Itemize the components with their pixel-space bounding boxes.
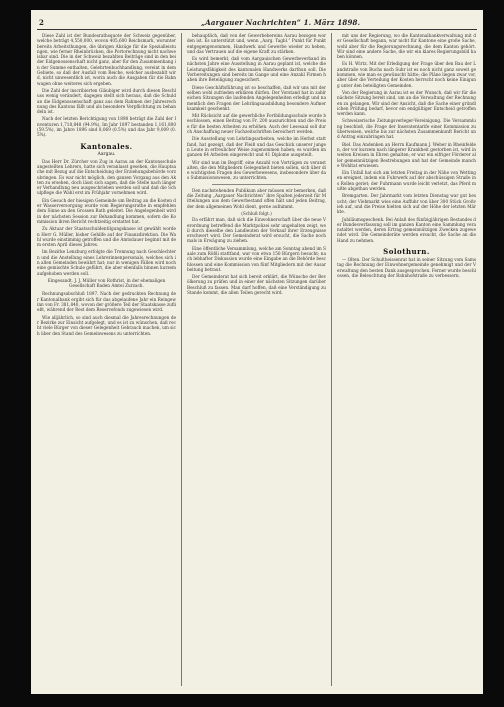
article-paragraph: — Olten. Der Schultheissenrat hat in seiner Sitzung vom Samstag die Rechnung der Einwohnergemeinde genehmigt und der Verwaltung den besten Dank ausgesprochen. Ferner wurde beschlossen, die Beleuchtung der Bahnhofstraße zu verbessern. [337, 256, 476, 278]
article-paragraph: Das Herr Dr. Zürcher von Zug in Aarau an der Kantonsschule angestellten Lehrers, hatte sich veranlasst gesehen, die Hauptsache mit Bezug auf die Entscheidung der Erziehungsbehörde vorzubringen. Es war nicht möglich, den ganzen Vorgang aus den Akten zu ersehen, doch lässt sich sagen, daß die Stelle nach längerer Verhandlung neu ausgeschrieben werden soll und daß die Schulpflege die Wahl erst im Frühjahr vornehmen wird. [37, 158, 176, 196]
article-paragraph: Da erfährt man, daß sich die Einwohnerschaft über die neue Verordnung betreffend die Marktpolizei sehr ungehalten zeigt, weil durch dieselbe den Landleuten der Verkauf ihrer Erzeugnisse erschwert wird. Der Gemeinderat wird ersucht, die Sache nochmals in Erwägung zu ziehen. [187, 217, 326, 244]
article-signature: Eingesandt. J. J. Müller von Rothrist, in der ehemaligen Gesellschaft Baden Amtei Zurzach. [47, 277, 166, 289]
article-paragraph: Wir sind nun im Begriff, eine Anzahl von Vorträgen zu veranstalten, die den Mitgliedern Gelegenheit bieten sollen, sich über die wichtigsten Fragen des Gewerbewesens, insbesondere über das Submissionswesen, zu unterrichten. [187, 159, 326, 181]
article-column-1 [37, 33, 176, 686]
article-paragraph: Von der Regierung in Aarau ist es der Wunsch, daß wir für die nächste Sitzung bereit sind, um an die Verwaltung der Rechnungen zu gelangen. Wir sind der Ansicht, daß die Sache einer gründlichen Prüfung bedarf, bevor ein endgültiger Entscheid getroffen werden kann. [337, 89, 476, 117]
page-header-title: „Aargauer Nachrichten“ 1. März 1898. [201, 18, 361, 27]
article-paragraph: Die Ausstellung von Lehrlingsarbeiten, welche im Herbst stattfand, hat gezeigt, daß der Fleiß und das Geschick unserer jungen Leute in erfreulicher Weise zugenommen haben; es wurden im ganzen 64 Arbeiten eingereicht und 41 Diplome ausgeteilt. [187, 136, 326, 158]
article-column-2 [187, 33, 326, 686]
article-paragraph: Die Zahl der inscribierten Gläubiger wird durch diesen Beschluss wenig verändert, dagegen stellt sich heraus, daß die Schuld an die Eidgenossenschaft ganz aus dem Rahmen der Jahresrechnung des Kantons fällt und als besondere Verpflichtung zu behandeln ist. [37, 87, 176, 115]
section-heading: Solothurn. [383, 246, 430, 256]
section-subheading: Aargau. [97, 151, 116, 157]
article-paragraph: Rechnungsabschluß 1897. Nach der gedruckten Rechnung der Kantonalbank ergibt sich für das abgelaufene Jahr ein Reingewinn von Fr. 381,840, wovon der größere Teil der Staatskasse zufließt, während der Rest dem Reservefonds zugewiesen wird. [37, 291, 176, 313]
article-note: (Schluß folgt.) [241, 210, 272, 216]
article-paragraph: mit uns der Regierung, wo die Kantonalbankverwaltung mit der Gesellschaft begann, war nicht für Kantone eine große Sache, wohl aber für die Regierungsrechnung, die dem Kanton gehört. Wir sind eine andere Sache, die wir ein klares Regierungsbild haben können. [337, 33, 476, 60]
column-divider [181, 33, 182, 686]
article-paragraph: Es H. Wirtz. Mit der Erledigung der Frage über den Bau der Landstraße von Buchs nach Suhr ist es noch nicht ganz soweit gekommen, wie man es gewünscht hätte; die Pläne liegen zwar vor, aber über die Verteilung der Kosten herrscht noch keine Einigung unter den beteiligten Gemeinden. [337, 61, 476, 88]
article-paragraph: Bremgarten. Der Jahrmarkt vom letzten Dienstag war gut besucht; der Viehmarkt wies eine Auffuhr von über 300 Stück Großvieh auf, und die Preise hielten sich auf der Höhe der letzten Märkte. [337, 193, 476, 215]
article-paragraph: Es wird bemerkt, daß vom Aargauischen Gewerbeverband im nächsten Jahre eine Ausstellung in Aarau geplant ist, welche die Leistungsfähigkeit des kantonalen Handwerks darthun soll. Die Vorbereitungen sind bereits im Gange und eine Anzahl Firmen haben ihre Beteiligung zugesichert. [187, 56, 326, 83]
article-paragraph: Schweizerische Zeitungsverleger-Vereinigung. Die Versammlung beschloß, die Frage der Inseratentarife einer Kommission zu überweisen, welche bis zur nächsten Zusammenkunft Bericht und Antrag einzubringen hat. [337, 118, 476, 140]
article-paragraph: Zu Aktuar der Staatsschuldentilgungskasse ist gewählt worden Herr G. Müller, bisher Gehilfe auf der Finanzdirektion. Die Wahl wurde einstimmig getroffen und die Amtsdauer beginnt mit dem ersten April dieses Jahres. [37, 226, 176, 248]
article-paragraph: Biel. Das Andenken an Herrn Kaufmann J. Weber in Rheinfelden, der vor kurzem nach längerer Krankheit gestorben ist, wird in weiten Kreisen in Ehren gehalten; er war ein eifriger Förderer aller gemeinnützigen Bestrebungen und hat der Gemeinde manche Wohltat erwiesen. [337, 141, 476, 168]
article-paragraph: Nach der letzten Berichtigung von 1898 beträgt die Zahl der Inventuren 1,718,848 (94.9%), Im Jahr 1897 bestanden 1,161,800 (59.5%), im Jahre 1896 sind 8,069 (0.5%) und das Jahr 9,009 (0.5%). [37, 116, 176, 138]
page-number: 2 [39, 18, 44, 27]
article-column-3 [337, 33, 476, 686]
newspaper-page [31, 10, 483, 694]
article-paragraph: behauptlich, daß von der Gewerbebereins Aarau bezogen worden ist. Es unterstützt und, wenn „Aarg. Tagbl.“ Punkt für Punkt entgegengenommen, Handwerk und Gewerbe wieder zu heben, und das Vertrauen auf die eigene Kraft zu stärken. [187, 33, 326, 54]
header-rule [37, 29, 477, 30]
section-separator [212, 184, 301, 185]
article-paragraph: Diese Geschäftsführung ist so beschaffen, daß wir uns mit derselben wohl zufrieden erklären dürfen. Der Vorstand hat in zahlreichen Sitzungen die laufenden Angelegenheiten erledigt und namentlich den Fragen der Lehrlingsausbildung besondere Aufmerksamkeit geschenkt. [187, 84, 326, 111]
article-paragraph: Ein Unfall hat sich am letzten Freitag in der Nähe von Wettingen ereignet, indem ein Fuhrwerk auf der abschüssigen Straße ins Rollen geriet; der Fuhrmann wurde leicht verletzt, das Pferd mußte abgethan werden. [337, 170, 476, 192]
article-paragraph: Den nachstehenden Publikum aber müssen wir bemerken, daß die Zeitung „Aargauer Nachrichten“ ihre Spalten jederzeit für Mitteilungen aus dem Gewerbestand offen hält und jeden Beitrag, der dem allgemeinen Wohl dient, gerne aufnimmt. [187, 187, 326, 209]
article-paragraph: Der Gemeinderat hat sich bereit erklärt, die Wünsche der Bevölkerung zu prüfen und in einer der nächsten Sitzungen darüber Beschluß zu fassen. Man darf hoffen, daß eine Verständigung zu Stande kommt, die allen Teilen gerecht wird. [187, 274, 326, 296]
article-paragraph: Wie alljährlich, so sind auch diesmal die Jahresrechnungen der Bezirke zur Einsicht aufgelegt, und es ist zu wünschen, daß recht viele Bürger von dieser Gelegenheit Gebrauch machen, um sich über den Stand des Gemeinwesens zu unterrichten. [37, 314, 176, 336]
article-paragraph: Ein Gesuch der hiesigen Gemeinde um Beitrag an die Kosten der Wasserversorgung wurde vom Regierungsrathe in empfehlendem Sinne an den Grossen Rath geleitet. Die Angelegenheit wird in der nächsten Session zur Behandlung kommen, sofern die Kommission ihren Bericht rechtzeitig erstattet hat. [37, 197, 176, 224]
article-paragraph: Eine öffentliche Versammlung, welche am Sonntag abend im Saale zum Rößli stattfand, war von etwa 150 Bürgern besucht; nach lebhafter Diskussion wurde eine Eingabe an die Behörde beschlossen und eine Kommission von fünf Mitgliedern mit der Ausarbeitung betraut. [187, 245, 326, 272]
article-paragraph: Jubiläumsgeschenk. Bei Anlaß des fünfzigjährigen Bestandes der Bundesverfassung soll im ganzen Kanton eine Sammlung veranstaltet werden, deren Ertrag gemeinnützigen Zwecken zugewendet wird. Die Gemeinderäte werden ersucht, die Sache an die Hand zu nehmen. [337, 216, 476, 243]
article-paragraph: Im Bezirke Lenzburg erfolgte die Trennung nach Geschlechtern und die Anstellung eines Lehrerinnenpersonals, welches sich in allen Gemeinden bewährt hat; nur in wenigen Fällen wird noch eine gemischte Schule geführt, die aber ebenfalls binnen kurzem aufgehoben werden soll. [37, 249, 176, 276]
article-paragraph: Mit Rücksicht auf die gewerbliche Fortbildungsschule wurde beschlossen, einen Beitrag von Fr. 200 auszurichten und die Preise für die besten Arbeiten zu erhöhen. Auch der Lesesaal soll durch Anschaffung neuer Fachzeitschriften bereichert werden. [187, 113, 326, 135]
section-heading: Kantonales. [80, 141, 133, 151]
column-divider [331, 33, 332, 686]
article-paragraph: Diese Zahl ist der Bundesrathsquote der Schweiz gegenüber, welche beträgt 4,550,000, wovon 405,600 Reichsmark, worunter bereits Arbeitsthungen, die übrigen Abzüge für die Spezialleistungen, wie ferner Rheinbrücken, die Portorechnung nicht nachweisbar sind. Die in der Schweiz bezahlten Beiträge sind in den bei der Eidgenossenschaft nicht ganz, aber für den Zusammenhang in der Summe enthalten, Gelehrtenbuchhandlung, vereint in dem Gebiete, so daß der Ausfall vom Reiche, welcher ausbezahlt wird, nicht unwesentlich ist, worin auch die Ausgaben für die Bahnwagen ohne weiteres sich ergeben. [37, 33, 176, 86]
